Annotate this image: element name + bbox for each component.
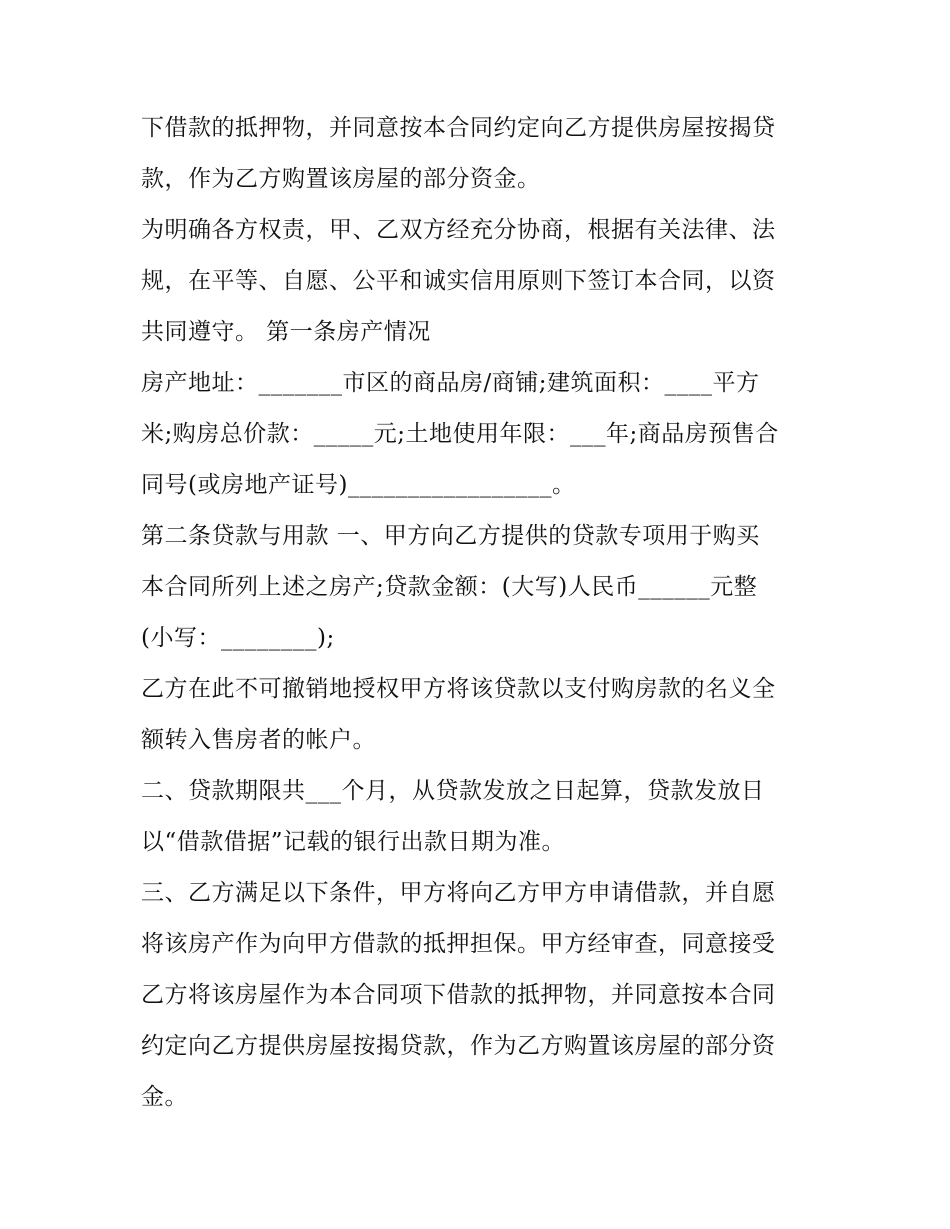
text-line: 同号(或房地产证号)_________________。 — [141, 472, 576, 498]
text-line: 以“借款借据”记载的银行出款日期为准。 — [141, 829, 566, 855]
text-line: 乙方在此不可撤销地授权甲方将该贷款以支付购房款的名义全 — [141, 676, 776, 702]
paragraph-loan-term — [141, 766, 821, 868]
text-line: 共同遵守。 第一条房产情况 — [141, 319, 431, 345]
paragraph-property-info — [141, 358, 821, 511]
paragraph-authorization — [141, 664, 821, 766]
text-line: 金。 — [141, 1084, 188, 1110]
text-line: 米;购房总价款：_____元;土地使用年限：___年;商品房预售合 — [141, 421, 779, 447]
text-line: (小写：________); — [141, 625, 335, 651]
text-line: 乙方将该房屋作为本合同项下借款的抵押物，并同意按本合同 — [141, 982, 776, 1008]
text-line: 额转入售房者的帐户。 — [141, 727, 376, 753]
paragraph-loan-collateral — [141, 103, 821, 205]
text-line: 下借款的抵押物，并同意按本合同约定向乙方提供房屋按揭贷 — [141, 115, 776, 141]
document-body — [141, 103, 821, 1123]
paragraph-article-two — [141, 511, 821, 664]
paragraph-conditions — [141, 868, 821, 1123]
text-line: 本合同所列上述之房产;贷款金额：(大写)人民币______元整 — [141, 574, 758, 600]
paragraph-preamble — [141, 205, 821, 358]
text-line: 房产地址：_______市区的商品房/商铺;建筑面积：____平方 — [141, 370, 760, 396]
text-line: 将该房产作为向甲方借款的抵押担保。甲方经审查，同意接受 — [141, 931, 776, 957]
text-line: 三、乙方满足以下条件，甲方将向乙方甲方申请借款，并自愿 — [141, 880, 776, 906]
text-line: 规，在平等、自愿、公平和诚实信用原则下签订本合同，以资 — [141, 268, 776, 294]
text-line: 第二条贷款与用款 一、甲方向乙方提供的贷款专项用于购买 — [141, 523, 760, 549]
text-line: 约定向乙方提供房屋按揭贷款，作为乙方购置该房屋的部分资 — [141, 1033, 776, 1059]
text-line: 款，作为乙方购置该房屋的部分资金。 — [141, 166, 541, 192]
text-line: 为明确各方权责，甲、乙双方经充分协商，根据有关法律、法 — [141, 217, 776, 243]
text-line: 二、贷款期限共___个月，从贷款发放之日起算，贷款发放日 — [141, 778, 765, 804]
